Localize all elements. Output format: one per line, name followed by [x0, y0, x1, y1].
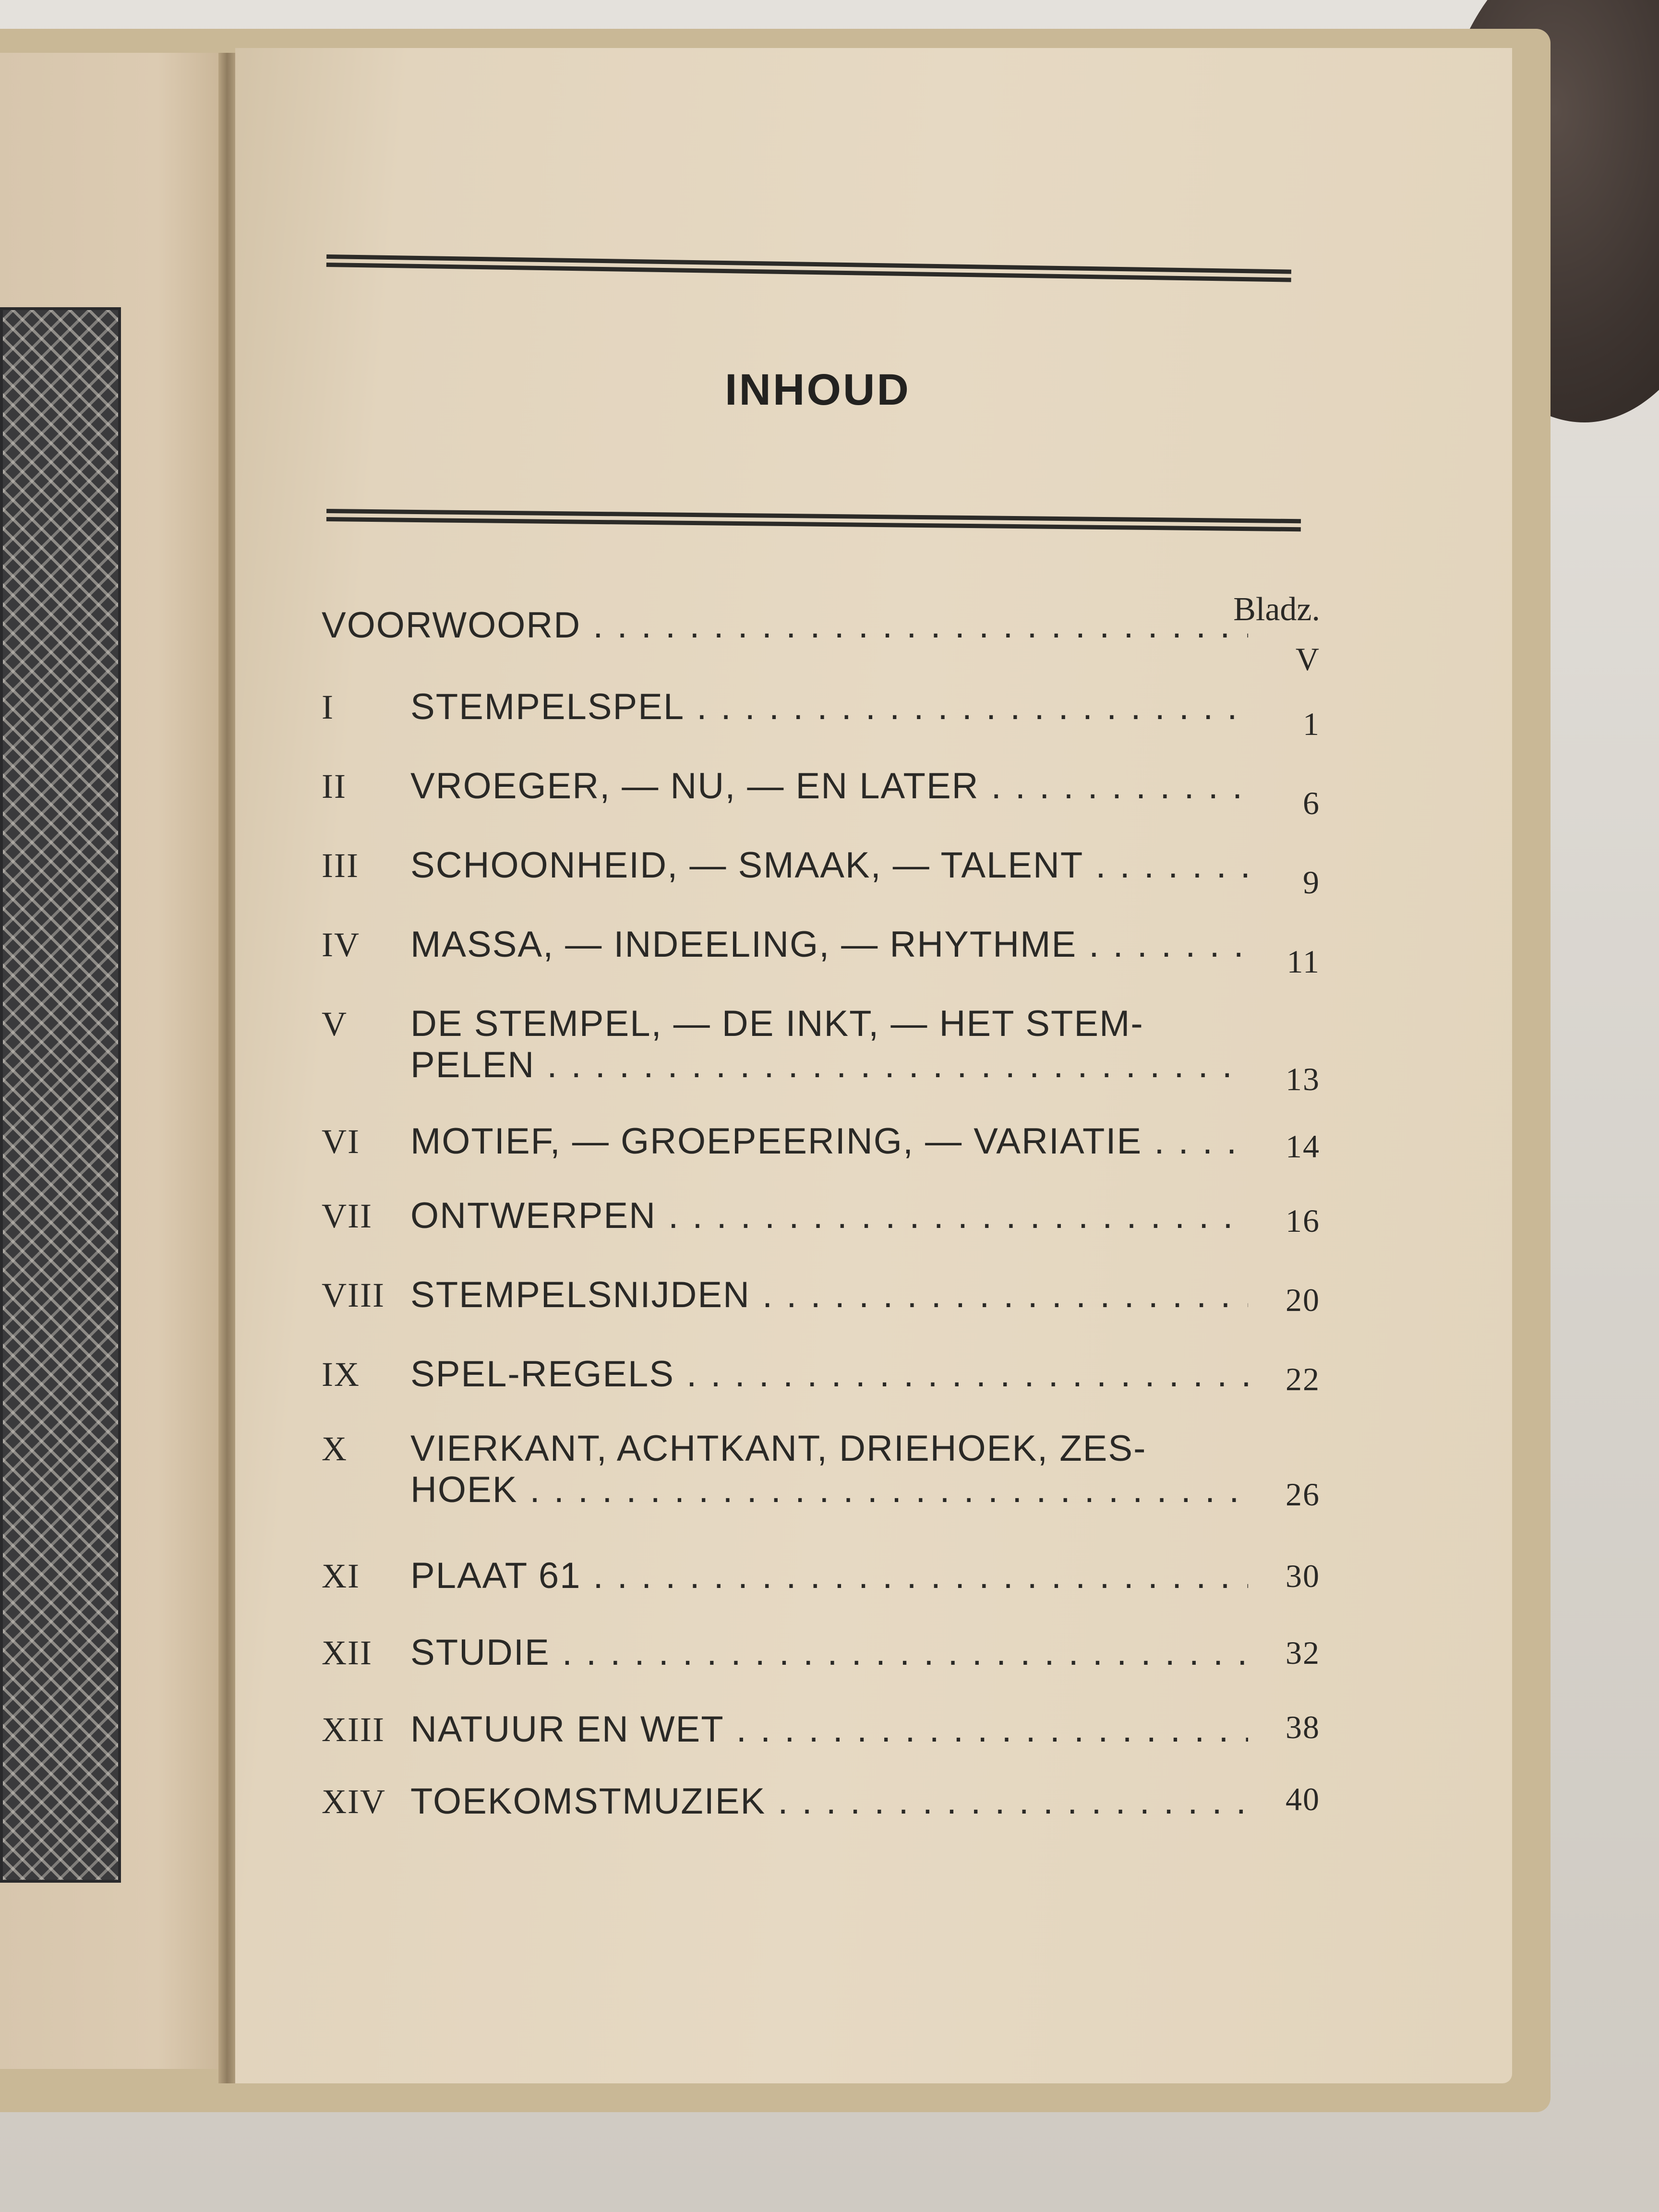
- entry-page: 9: [1303, 864, 1320, 901]
- page-column-label: Bladz.: [1233, 591, 1320, 628]
- book-gutter: [218, 53, 238, 2083]
- entry-number: XIV: [322, 1782, 386, 1821]
- entry-page: V: [1295, 641, 1320, 677]
- entry-page: 1: [1303, 706, 1320, 742]
- entry-title: STEMPELSPEL . . .: [410, 686, 1248, 728]
- entry-title: VIERKANT, ACHTKANT, DRIEHOEK, ZES-: [410, 1428, 1147, 1469]
- entry-number: VI: [322, 1122, 360, 1161]
- entry-number: X: [322, 1430, 348, 1468]
- page-title: INHOUD: [725, 365, 911, 414]
- entry-title: DE STEMPEL, — DE INKT, — HET STEM-: [410, 1003, 1144, 1044]
- entry-title: PLAAT 61 . . .: [410, 1555, 1248, 1597]
- entry-page: 22: [1286, 1361, 1320, 1397]
- entry-title: ONTWERPEN . . .: [410, 1195, 1248, 1237]
- entry-title: NATUUR EN WET . . .: [410, 1709, 1248, 1750]
- entry-page: 11: [1286, 943, 1320, 980]
- ornamental-plate-image: [0, 307, 121, 1883]
- entry-page: 26: [1286, 1476, 1320, 1513]
- entry-number: VII: [322, 1197, 373, 1235]
- entry-title: MASSA, — INDEELING, — RHYTHME . . .: [410, 924, 1248, 965]
- entry-title: STUDIE . . .: [410, 1632, 1248, 1673]
- entry-title-continued: PELEN . . .: [410, 1045, 1248, 1086]
- entry-title: STEMPELSNIJDEN . . .: [410, 1274, 1248, 1316]
- entry-title: SCHOONHEID, — SMAAK, — TALENT . . .: [410, 845, 1248, 886]
- entry-page: 14: [1286, 1128, 1320, 1165]
- entry-title-continued: HOEK . . .: [410, 1469, 1248, 1511]
- entry-page: 38: [1286, 1709, 1320, 1745]
- entry-number: V: [322, 1005, 348, 1043]
- entry-number: IV: [322, 926, 360, 964]
- entry-number: II: [322, 767, 347, 805]
- entry-number: IX: [322, 1355, 360, 1394]
- entry-title: VOORWOORD . . .: [322, 605, 1248, 646]
- entry-title: VROEGER, — NU, — EN LATER . . .: [410, 766, 1248, 807]
- entry-page: 20: [1286, 1282, 1320, 1318]
- entry-title: MOTIEF, — GROEPEERING, — VARIATIE . . .: [410, 1121, 1248, 1162]
- entry-page: 13: [1286, 1061, 1320, 1097]
- entry-number: XI: [322, 1557, 360, 1595]
- entry-page: 32: [1286, 1635, 1320, 1671]
- entry-number: XII: [322, 1634, 373, 1672]
- entry-number: XIII: [322, 1710, 385, 1749]
- entry-page: 16: [1286, 1202, 1320, 1239]
- left-page: [0, 53, 226, 2069]
- entry-number: I: [322, 688, 334, 726]
- entry-page: 6: [1303, 785, 1320, 821]
- entry-number: VIII: [322, 1276, 385, 1314]
- entry-page: 40: [1286, 1781, 1320, 1817]
- entry-number: III: [322, 846, 359, 885]
- entry-title: TOEKOMSTMUZIEK . . .: [410, 1781, 1248, 1822]
- entry-title: SPEL-REGELS . . .: [410, 1354, 1248, 1395]
- entry-page: 30: [1286, 1558, 1320, 1594]
